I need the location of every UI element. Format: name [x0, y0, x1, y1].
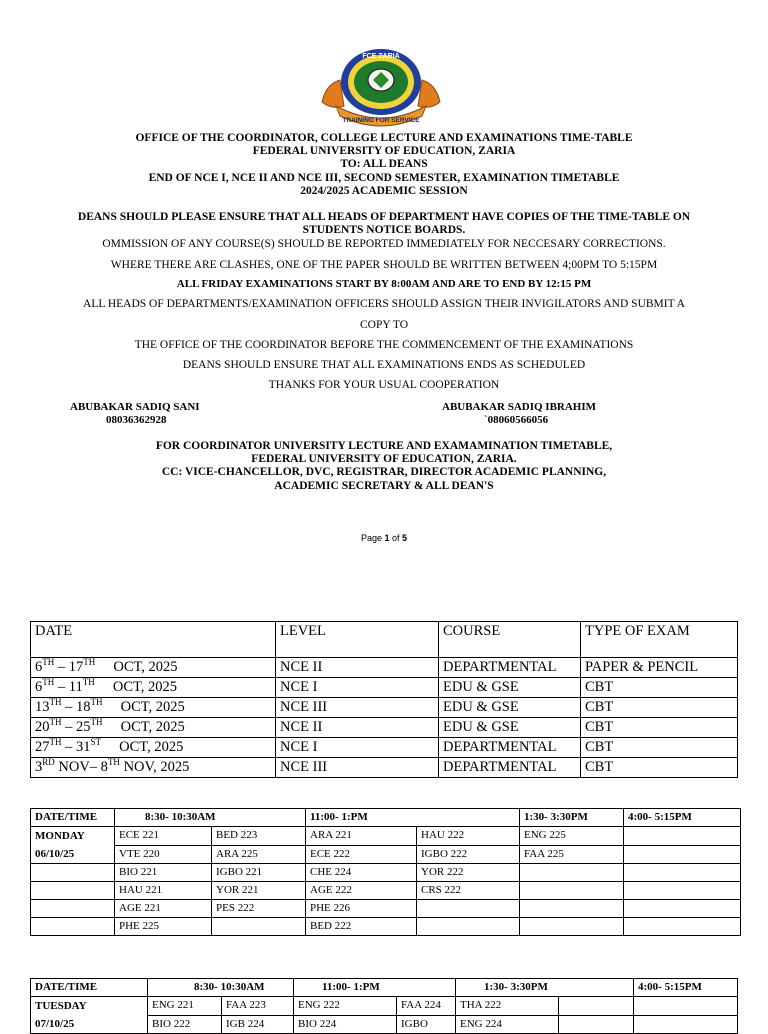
course-cell	[417, 918, 520, 936]
empty-cell	[31, 882, 115, 900]
col-header-type: TYPE OF EXAM	[581, 622, 738, 658]
header-slot-afternoon: 1:30- 3:30PM	[456, 979, 634, 997]
course-cell: IGBO 222	[417, 845, 520, 864]
timetable-row	[31, 845, 741, 864]
day-cell	[31, 827, 115, 864]
schedule-type: CBT	[581, 678, 738, 698]
monday-timetable	[30, 808, 741, 936]
footer-line3: CC: VICE-CHANCELLOR, DVC, REGISTRAR, DIRECTOR ACADEMIC PLANNING,	[161, 466, 607, 479]
course-cell: ENG 222	[294, 997, 397, 1016]
course-cell	[520, 918, 624, 936]
course-cell	[634, 997, 738, 1016]
schedule-level: NCE II	[276, 718, 439, 738]
course-cell	[624, 882, 741, 900]
signatory-left	[70, 401, 200, 427]
empty-cell	[31, 864, 115, 882]
page-of: of	[389, 533, 403, 543]
footer-line2: FEDERAL UNIVERSITY OF EDUCATION, ZARIA.	[251, 453, 517, 466]
header-line-to: TO: ALL DEANS	[340, 158, 428, 171]
page-prefix: Page	[360, 533, 385, 543]
schedule-row	[31, 758, 738, 778]
course-cell: ECE 221	[115, 827, 212, 846]
course-cell: BIO 222	[148, 1015, 222, 1034]
timetable-row	[31, 918, 741, 936]
omission-notice: OMMISSION OF ANY COURSE(S) SHOULD BE REPORTED IMMEDIATELY FOR NECCESARY CORRECTIONS.	[102, 238, 666, 250]
schedule-level: NCE I	[276, 678, 439, 698]
schedule-level: NCE III	[276, 698, 439, 718]
coordinator-footer	[0, 440, 768, 493]
copy-to-notice: COPY TO	[359, 319, 409, 331]
header-slot-midday: 11:00- 1:PM	[306, 809, 520, 827]
course-cell: CRS 222	[417, 882, 520, 900]
course-cell: ENG 224	[456, 1015, 559, 1034]
header-date-time: DATE/TIME	[31, 979, 148, 997]
course-cell	[624, 864, 741, 882]
course-cell: IGB 224	[222, 1015, 294, 1034]
course-cell: ENG 221	[148, 997, 222, 1016]
course-cell	[624, 827, 741, 846]
header-line-session: 2024/2025 ACADEMIC SESSION	[300, 184, 468, 197]
schedule-type: CBT	[581, 718, 738, 738]
signatory-right	[442, 401, 596, 427]
course-cell	[559, 997, 634, 1016]
timetable-row	[31, 864, 741, 882]
course-cell	[417, 900, 520, 918]
course-cell: VTE 220	[115, 845, 212, 864]
course-cell: PHE 226	[306, 900, 417, 918]
course-cell: FAA 224	[397, 997, 456, 1016]
course-cell: PHE 225	[115, 918, 212, 936]
course-cell	[624, 918, 741, 936]
schedule-course: DEPARTMENTAL	[439, 758, 581, 778]
schedule-date: 13TH – 18TH OCT, 2025	[31, 698, 276, 718]
course-cell: PES 222	[212, 900, 306, 918]
course-cell: ENG 225	[520, 827, 624, 846]
schedule-type: CBT	[581, 698, 738, 718]
timetable-row	[31, 900, 741, 918]
page-current: 1	[384, 533, 390, 543]
course-cell: FAA 223	[222, 997, 294, 1016]
timetable-row	[31, 882, 741, 900]
header-line-title: END OF NCE I, NCE II AND NCE III, SECOND SEMESTER, EXAMINATION TIMETABLE	[148, 171, 620, 184]
col-header-date: DATE	[31, 622, 276, 658]
timetable-header-row	[31, 979, 738, 997]
schedule-course: DEPARTMENTAL	[439, 658, 581, 678]
schedule-date: 6TH – 11TH OCT, 2025	[31, 678, 276, 698]
course-cell	[634, 1015, 738, 1034]
course-cell: IGBO 221	[212, 864, 306, 882]
tuesday-timetable	[30, 978, 738, 1034]
signatory-right-name: ABUBAKAR SADIQ IBRAHIM	[442, 401, 597, 413]
schedule-date: 3RD NOV– 8TH NOV, 2025	[31, 758, 276, 778]
course-cell	[520, 864, 624, 882]
schedule-level: NCE II	[276, 658, 439, 678]
course-cell	[624, 845, 741, 864]
header-slot-morning: 8:30- 10:30AM	[115, 809, 306, 827]
course-cell	[520, 882, 624, 900]
schedule-date: 6TH – 17TH OCT, 2025	[31, 658, 276, 678]
day-name: MONDAY	[35, 830, 85, 842]
header-slot-morning: 8:30- 10:30AM	[148, 979, 294, 997]
header-slot-evening: 4:00- 5:15PM	[634, 979, 738, 997]
friday-notice: ALL FRIDAY EXAMINATIONS START BY 8:00AM AND ARE TO END BY 12:15 PM	[176, 278, 592, 290]
course-cell	[520, 900, 624, 918]
invigilators-notice: ALL HEADS OF DEPARTMENTS/EXAMINATION OFFICERS SHOULD ASSIGN THEIR INVIGILATORS AND SUBMIT A	[83, 298, 685, 310]
footer-line1: FOR COORDINATOR UNIVERSITY LECTURE AND EXAMAMINATION TIMETABLE,	[155, 440, 613, 452]
course-cell: AGE 221	[115, 900, 212, 918]
timetable-row	[31, 827, 741, 846]
thanks-notice: THANKS FOR YOUR USUAL COOPERATION	[268, 379, 500, 391]
header-slot-evening: 4:00- 5:15PM	[624, 809, 741, 827]
course-cell: ARA 225	[212, 845, 306, 864]
day-cell	[31, 997, 148, 1034]
course-cell: CHE 224	[306, 864, 417, 882]
office-notice: THE OFFICE OF THE COORDINATOR BEFORE THE COMMENCEMENT OF THE EXAMINATIONS	[134, 339, 634, 351]
course-cell: FAA 225	[520, 845, 624, 864]
exam-schedule-table	[30, 621, 738, 778]
course-cell	[624, 900, 741, 918]
course-cell	[559, 1015, 634, 1034]
logo-motto: TRAINING FOR SERVICE	[342, 117, 420, 124]
schedule-course: DEPARTMENTAL	[439, 738, 581, 758]
schedule-date: 20TH – 25TH OCT, 2025	[31, 718, 276, 738]
timetable-header-row	[31, 809, 741, 827]
header-line-office: OFFICE OF THE COORDINATOR, COLLEGE LECTURE AND EXAMINATIONS TIME-TABLE	[135, 132, 633, 144]
deans-notice-line1: DEANS SHOULD PLEASE ENSURE THAT ALL HEADS OF DEPARTMENT HAVE COPIES OF THE TIME-TABLE ON	[77, 211, 691, 223]
page-number	[0, 533, 768, 543]
course-cell: BIO 221	[115, 864, 212, 882]
signatory-right-phone: `08060566056	[484, 414, 549, 426]
schedule-course: EDU & GSE	[439, 718, 581, 738]
course-cell: THA 222	[456, 997, 559, 1016]
day-date: 06/10/25	[35, 848, 75, 860]
college-logo	[318, 44, 444, 128]
footer-line4: ACADEMIC SECRETARY & ALL DEAN'S	[274, 479, 494, 492]
schedule-header-row	[31, 622, 738, 658]
clashes-notice: WHERE THERE ARE CLASHES, ONE OF THE PAPER SHOULD BE WRITTEN BETWEEN 4;00PM TO 5:15PM	[110, 259, 658, 271]
timetable-row	[31, 997, 738, 1016]
signatory-left-name: ABUBAKAR SADIQ SANI	[70, 401, 200, 413]
schedule-date: 27TH – 31ST OCT, 2025	[31, 738, 276, 758]
empty-cell	[31, 900, 115, 918]
schedule-row	[31, 738, 738, 758]
course-cell: HAU 222	[417, 827, 520, 846]
course-cell: ARA 221	[306, 827, 417, 846]
header-slot-midday: 11:00- 1:PM	[294, 979, 456, 997]
schedule-course: EDU & GSE	[439, 678, 581, 698]
course-cell: IGBO	[397, 1015, 456, 1034]
header-slot-afternoon: 1:30- 3:30PM	[520, 809, 624, 827]
schedule-notice: DEANS SHOULD ENSURE THAT ALL EXAMINATIONS ENDS AS SCHEDULED	[182, 359, 586, 371]
course-cell: AGE 222	[306, 882, 417, 900]
schedule-row	[31, 698, 738, 718]
course-cell: ECE 222	[306, 845, 417, 864]
course-cell: BED 223	[212, 827, 306, 846]
empty-cell	[31, 918, 115, 936]
schedule-type: CBT	[581, 738, 738, 758]
schedule-type: PAPER & PENCIL	[581, 658, 738, 678]
logo-top-text: FCE ZARIA	[362, 53, 400, 60]
course-cell: HAU 221	[115, 882, 212, 900]
schedule-type: CBT	[581, 758, 738, 778]
schedule-course: EDU & GSE	[439, 698, 581, 718]
course-cell: BIO 224	[294, 1015, 397, 1034]
schedule-row	[31, 658, 738, 678]
col-header-course: COURSE	[439, 622, 581, 658]
schedule-row	[31, 718, 738, 738]
schedule-row	[31, 678, 738, 698]
page-total: 5	[402, 533, 408, 543]
day-name: TUESDAY	[35, 1000, 87, 1012]
schedule-level: NCE III	[276, 758, 439, 778]
col-header-level: LEVEL	[276, 622, 439, 658]
schedule-level: NCE I	[276, 738, 439, 758]
course-cell	[212, 918, 306, 936]
deans-notice	[0, 211, 768, 237]
document-header	[0, 132, 768, 198]
course-cell: YOR 221	[212, 882, 306, 900]
deans-notice-line2: STUDENTS NOTICE BOARDS.	[302, 224, 466, 236]
course-cell: BED 222	[306, 918, 417, 936]
course-cell: YOR 222	[417, 864, 520, 882]
signatory-left-phone: 08036362928	[106, 414, 167, 426]
header-date-time: DATE/TIME	[31, 809, 115, 827]
day-date: 07/10/25	[35, 1018, 75, 1030]
header-line-university: FEDERAL UNIVERSITY OF EDUCATION, ZARIA	[252, 145, 516, 158]
